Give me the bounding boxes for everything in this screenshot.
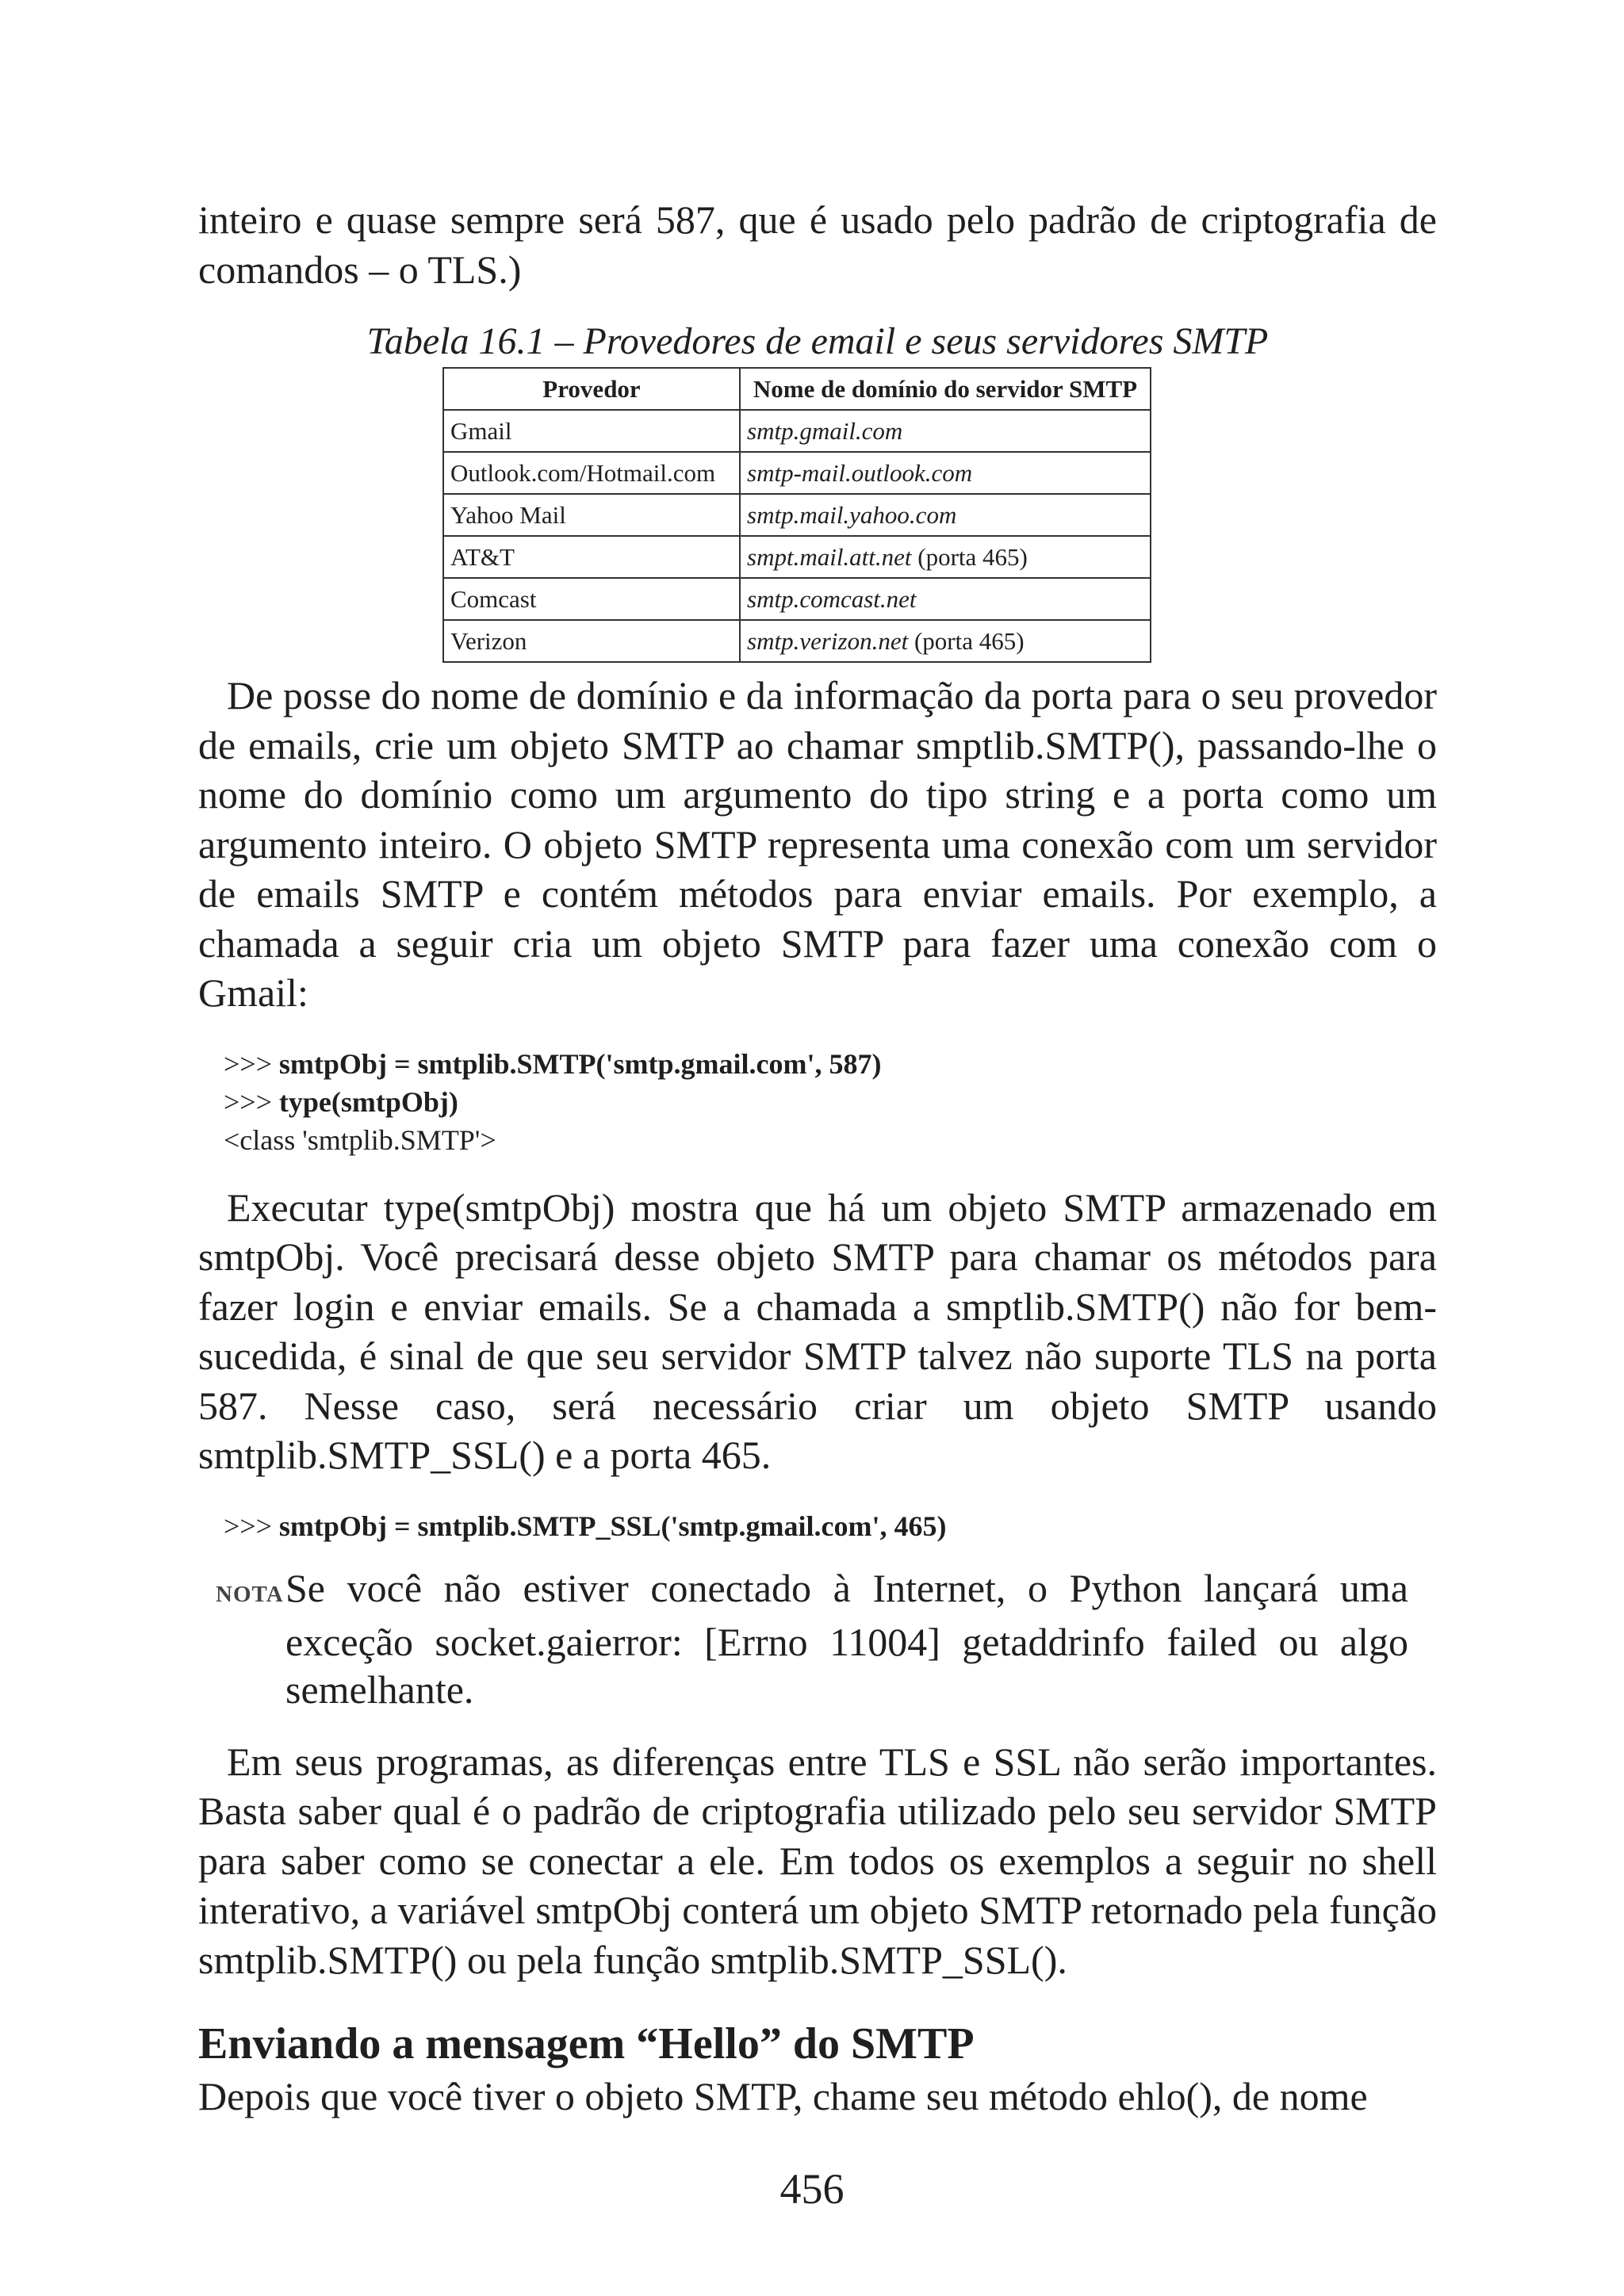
server-domain: smtp-mail.outlook.com <box>747 458 973 487</box>
provider-cell: Comcast <box>443 578 740 620</box>
paragraph-type-check: Executar type(smtpObj) mostra que há um objeto SMTP armazenado em smtpObj. Você precisará desse objeto SMTP para chamar os métodos para fazer login e enviar emails. Se a chamada a smptlib.SMTP() não for bem-sucedida, é sinal de que seu servidor SMTP talvez não suporte TLS na porta 587. Nesse caso, será necessário criar um objeto SMTP usando smtplib.SMTP_SSL() e a porta 465. <box>198 1184 1437 1477</box>
code-block-smtp-ssl <box>224 1507 1437 1545</box>
server-note: (porta 465) <box>908 626 1025 655</box>
table-caption: Tabela 16.1 – Provedores de email e seus servidores SMTP <box>366 320 1269 362</box>
table-row <box>443 620 1151 662</box>
server-domain: smpt.mail.att.net <box>747 542 912 571</box>
note-text: Se você não estiver conectado à Internet, o Python lançará uma exceção socket.gaierror: [Errno 11004] getaddrinfo failed ou algo semelhante. <box>285 1565 1408 1712</box>
server-cell <box>740 620 1151 662</box>
page-number: 456 <box>779 2165 845 2213</box>
paragraph-tls-ssl: Em seus programas, as diferenças entre TLS e SSL não serão importantes. Basta saber qual é o padrão de criptografia utilizado pelo seu servidor SMTP para saber como se conectar a ele. Em todos os exemplos a seguir no shell interativo, a variável smtpObj conterá um objeto SMTP retornado pela função smtplib.SMTP() ou pela função smtplib.SMTP_SSL(). <box>198 1739 1437 1982</box>
code-prompt: >>> <box>224 1085 279 1118</box>
server-domain: smtp.mail.yahoo.com <box>747 500 957 529</box>
note-label: NOTA <box>216 1581 284 1607</box>
provider-cell: Yahoo Mail <box>443 494 740 536</box>
table-row <box>443 536 1151 578</box>
code-prompt: >>> <box>224 1047 279 1080</box>
table-row <box>443 452 1151 494</box>
code-line <box>224 1507 1437 1545</box>
code-command: smtpObj = smtplib.SMTP('smtp.gmail.com', 587) <box>278 1047 882 1080</box>
table-row <box>443 578 1151 620</box>
server-note: (porta 465) <box>911 542 1028 571</box>
table-header-provider: Provedor <box>443 368 740 410</box>
code-command: type(smtpObj) <box>278 1085 458 1118</box>
table-header-row <box>443 368 1151 410</box>
provider-cell: Outlook.com/Hotmail.com <box>443 452 740 494</box>
table-row <box>443 410 1151 452</box>
note-box <box>216 1564 1408 1713</box>
paragraph-ehlo: Depois que você tiver o objeto SMTP, chame seu método ehlo(), de nome <box>198 2074 1368 2118</box>
provider-cell: Gmail <box>443 410 740 452</box>
section-heading: Enviando a mensagem “Hello” do SMTP <box>198 2019 975 2068</box>
provider-cell: AT&T <box>443 536 740 578</box>
code-line <box>224 1083 1437 1121</box>
paragraph-create-smtp: De posse do nome de domínio e da informação da porta para o seu provedor de emails, crie um objeto SMTP ao chamar smptlib.SMTP(), passando-lhe o nome do domínio como um argumento do tipo string e a porta como um argumento inteiro. O objeto SMTP representa uma conexão com um servidor de emails SMTP e contém métodos para enviar emails. Por exemplo, a chamada a seguir cria um objeto SMTP para fazer uma conexão com o Gmail: <box>198 673 1437 1015</box>
page-content <box>198 195 1437 2122</box>
server-domain: smtp.comcast.net <box>747 584 917 613</box>
server-cell <box>740 578 1151 620</box>
server-domain: smtp.verizon.net <box>747 626 909 655</box>
server-cell <box>740 494 1151 536</box>
server-domain: smtp.gmail.com <box>747 416 903 445</box>
server-cell <box>740 410 1151 452</box>
code-prompt: >>> <box>224 1510 279 1542</box>
code-command: smtpObj = smtplib.SMTP_SSL('smtp.gmail.com', 465) <box>278 1510 947 1542</box>
table-row <box>443 494 1151 536</box>
code-output: <class 'smtplib.SMTP'> <box>224 1123 496 1156</box>
provider-cell: Verizon <box>443 620 740 662</box>
table-header-server: Nome de domínio do servidor SMTP <box>740 368 1151 410</box>
code-block-smtp <box>224 1045 1437 1159</box>
server-cell <box>740 452 1151 494</box>
paragraph-intro: inteiro e quase sempre será 587, que é usado pelo padrão de criptografia de comandos – o TLS.) <box>198 197 1437 292</box>
smtp-providers-table <box>442 367 1151 663</box>
server-cell <box>740 536 1151 578</box>
code-line <box>224 1045 1437 1083</box>
